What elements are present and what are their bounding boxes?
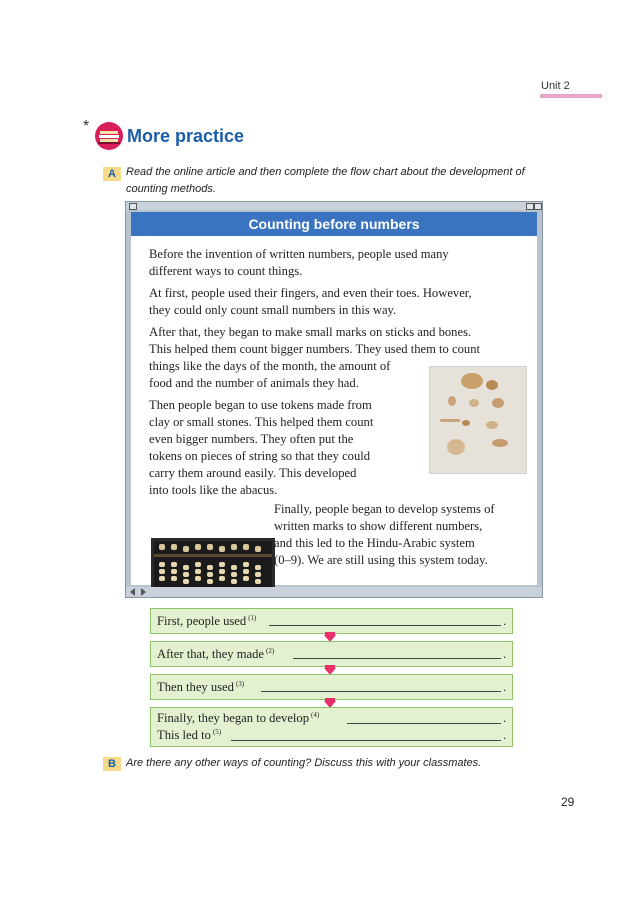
- flow-box-2: [150, 641, 513, 667]
- flow-box-1: [150, 608, 513, 634]
- flow-box-4-text: Finally, they began to develop: [157, 711, 310, 726]
- unit-label: Unit 2: [541, 80, 570, 92]
- flow-box-4-number: (4): [311, 711, 320, 719]
- flow-box-1-text: First, people used: [157, 614, 247, 629]
- books-icon: [94, 121, 124, 151]
- article-paragraph-3-line-4: food and the number of animals they had.: [149, 376, 359, 390]
- article-content: [131, 236, 537, 585]
- article-paragraph-3-line-3: things like the days of the month, the amount of: [149, 359, 391, 373]
- flow-box-1-number: (1): [248, 614, 257, 622]
- flow-box-4-text-2: This led to: [157, 728, 211, 743]
- article-paragraph-1-line-2: different ways to count things.: [149, 264, 303, 278]
- answer-line-2[interactable]: [293, 658, 501, 659]
- article-paragraph-4-line-6: into tools like the abacus.: [149, 483, 278, 497]
- flow-box-4-number-2: (5): [212, 728, 222, 736]
- asterisk-mark: *: [83, 118, 90, 135]
- window-minimize-icon[interactable]: [526, 203, 534, 210]
- window-menu-icon[interactable]: [129, 203, 137, 210]
- article-paragraph-2-line-1: At first, people used their fingers, and even their toes. However,: [149, 286, 472, 300]
- flow-box-4: [150, 707, 513, 747]
- article-paragraph-3-line-1: After that, they began to make small marks on sticks and bones.: [149, 325, 472, 339]
- flow-box-2-number: (2): [266, 647, 275, 655]
- article-window: [125, 201, 543, 598]
- article-paragraph-4-line-3: even bigger numbers. They often put the: [149, 432, 354, 446]
- answer-line-4[interactable]: [347, 723, 501, 724]
- answer-line-3[interactable]: [261, 691, 501, 692]
- section-b-badge: B: [103, 757, 121, 771]
- flow-box-2-end: .: [503, 647, 507, 661]
- article-paragraph-4-line-2: clay or small stones. This helped them count: [149, 415, 374, 429]
- article-paragraph-5-line-2: written marks to show different numbers,: [274, 519, 483, 533]
- flow-box-1-end: .: [503, 614, 507, 628]
- article-paragraph-3-line-2: This helped them count bigger numbers. They used them to count: [149, 342, 480, 356]
- article-paragraph-5-line-4: (0–9). We are still using this system today.: [274, 553, 488, 567]
- section-a-badge: A: [103, 167, 121, 181]
- window-close-icon[interactable]: [534, 203, 542, 210]
- article-paragraph-4-line-1: Then people began to use tokens made from: [149, 398, 372, 412]
- flow-box-3-text: Then they used: [157, 680, 234, 695]
- window-status-bar: [126, 587, 542, 597]
- section-a-instruction-line2: counting methods.: [126, 183, 216, 195]
- article-paragraph-2-line-2: they could only count small numbers in this way.: [149, 303, 397, 317]
- answer-line-5[interactable]: [231, 740, 501, 741]
- section-b-instruction: Are there any other ways of counting? Discuss this with your classmates.: [126, 757, 482, 769]
- page-number: 29: [561, 795, 575, 809]
- navigation-arrows-icon[interactable]: [130, 588, 146, 596]
- flow-box-3-end: .: [503, 680, 507, 694]
- section-title: More practice: [127, 126, 245, 146]
- flow-box-2-text: After that, they made: [157, 647, 265, 662]
- unit-underline: [540, 94, 602, 98]
- flow-box-3: [150, 674, 513, 700]
- window-top-bar: [126, 202, 542, 210]
- tokens-photo: [429, 366, 527, 474]
- flow-box-4-end-2: .: [503, 728, 507, 742]
- abacus-image: [151, 538, 275, 590]
- article-paragraph-4-line-4: tokens on pieces of string so that they could: [149, 449, 371, 463]
- section-a-instruction-line1: Read the online article and then complete the flow chart about the development of: [126, 166, 525, 178]
- flow-box-4-end: .: [503, 711, 507, 725]
- article-paragraph-5-line-1: Finally, people began to develop systems of: [274, 502, 495, 516]
- article-title: Counting before numbers: [131, 212, 537, 236]
- article-paragraph-1-line-1: Before the invention of written numbers, people used many: [149, 247, 449, 261]
- flow-box-3-number: (3): [235, 680, 245, 688]
- article-paragraph-5-line-3: and this led to the Hindu-Arabic system: [274, 536, 475, 550]
- answer-line-1[interactable]: [269, 625, 501, 626]
- article-paragraph-4-line-5: carry them around easily. This developed: [149, 466, 357, 480]
